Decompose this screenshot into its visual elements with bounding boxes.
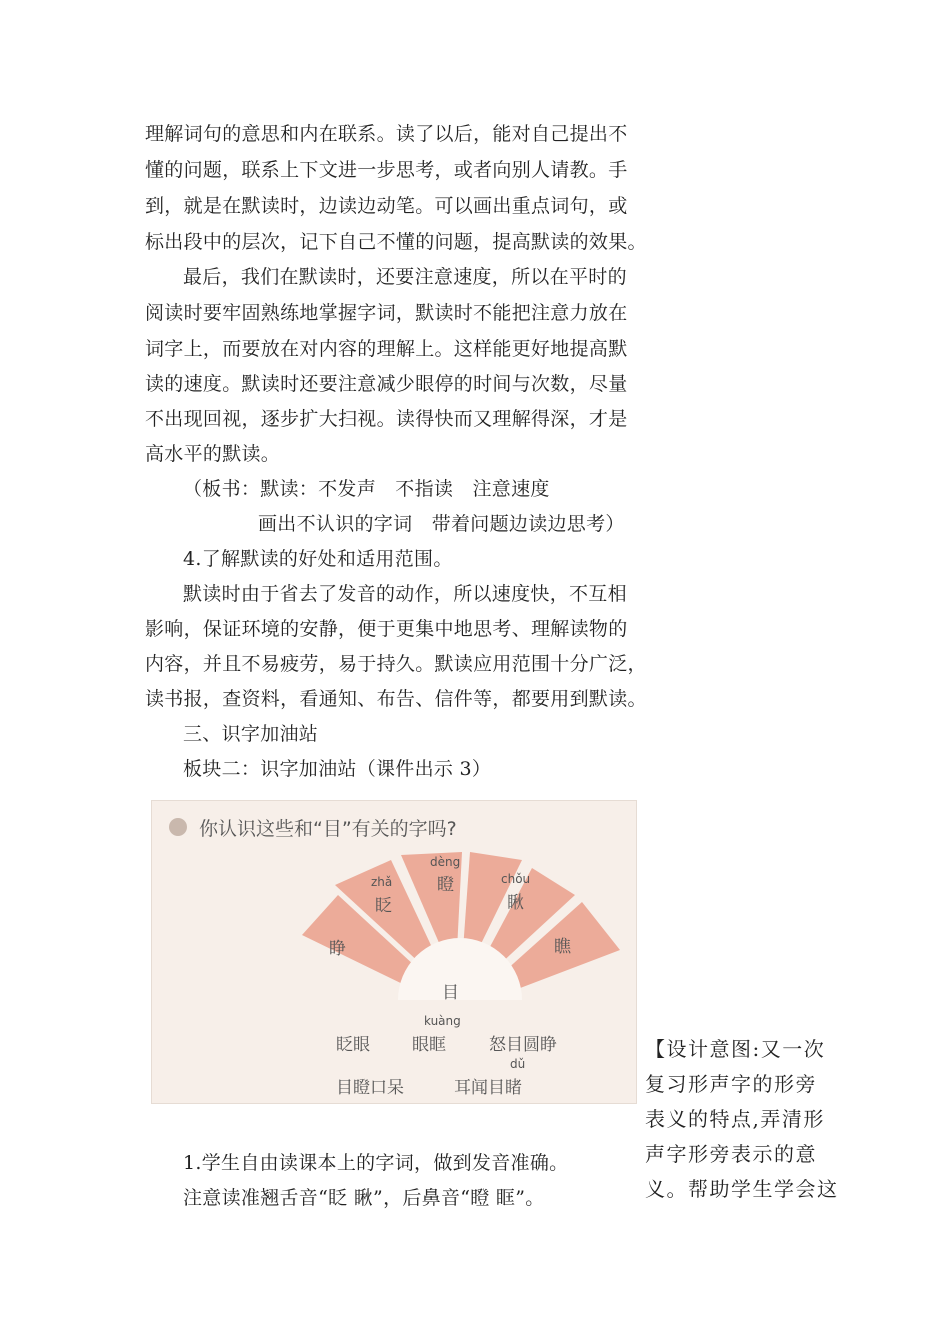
- paragraph-line: 词字上，而要放在对内容的理解上。这样能更好地提高默: [145, 338, 628, 360]
- figure-number-icon: [169, 818, 187, 836]
- fan-char: 瞪: [437, 875, 454, 895]
- figure-word: 眼眶: [412, 1035, 446, 1055]
- figure-word: 眨眼: [336, 1035, 370, 1055]
- paragraph-line: 不出现回视，逐步扩大扫视。读得快而又理解得深，才是: [145, 408, 628, 430]
- section-heading: 三、识字加油站: [183, 723, 319, 745]
- side-note-line: 声字形旁表示的意: [645, 1142, 817, 1166]
- fan-char: 睁: [329, 939, 346, 959]
- figure-word: 怒目圆睁: [489, 1035, 557, 1055]
- section-heading: 4.了解默读的好处和适用范围。: [183, 548, 453, 570]
- paragraph-line: 标出段中的层次，记下自己不懂的问题，提高默读的效果。: [145, 231, 647, 253]
- word-pinyin: dǔ: [510, 1057, 526, 1071]
- section-heading: 板块二：识字加油站（课件出示 3）: [183, 758, 492, 780]
- side-note-line: 义。帮助学生学会这: [645, 1177, 839, 1201]
- paragraph-line: 到，就是在默读时，边读边动笔。可以画出重点词句，或: [145, 195, 628, 217]
- fan-pinyin: chǒu: [501, 872, 531, 886]
- paragraph-line: 高水平的默读。: [145, 443, 281, 465]
- paragraph-line: 阅读时要牢固熟练地掌握字词，默读时不能把注意力放在: [145, 302, 628, 324]
- fan-pinyin: dèng: [430, 855, 461, 869]
- figure-title: 你认识这些和“目”有关的字吗?: [199, 818, 457, 840]
- paragraph-line: 懂的问题，联系上下文进一步思考，或者向别人请教。手: [145, 159, 628, 181]
- word-pinyin: kuàng: [424, 1014, 461, 1028]
- fan-char: 瞅: [507, 893, 524, 913]
- paragraph-line: 最后，我们在默读时，还要注意速度，所以在平时的: [183, 266, 627, 288]
- side-note-line: 复习形声字的形旁: [645, 1072, 817, 1096]
- fan-char: 眨: [375, 896, 392, 916]
- side-note-line: 表义的特点,弄清形: [645, 1107, 825, 1131]
- paragraph-line: 影响，保证环境的安静，便于更集中地思考、理解读物的: [145, 618, 628, 640]
- paragraph-line: 默读时由于省去了发音的动作，所以速度快，不互相: [183, 583, 627, 605]
- figure-word: 目瞪口呆: [336, 1078, 404, 1098]
- paragraph-line: 读的速度。默读时还要注意减少眼停的时间与次数，尽量: [145, 373, 628, 395]
- activity-step: 1.学生自由读课本上的字词，做到发音准确。: [183, 1152, 569, 1174]
- paragraph-line: 理解词句的意思和内在联系。读了以后，能对自己提出不: [145, 123, 628, 145]
- fan-char: 瞧: [554, 937, 571, 957]
- paragraph-line: 读书报，查资料，看通知、布告、信件等，都要用到默读。: [145, 688, 647, 710]
- activity-note: 注意读准翘舌音“眨 瞅”，后鼻音“瞪 眶”。: [183, 1187, 545, 1209]
- paragraph-line: 内容，并且不易疲劳，易于持久。默读应用范围十分广泛，: [145, 653, 647, 675]
- fan-pinyin: zhǎ: [371, 875, 393, 889]
- blackboard-line: （板书：默读：不发声 不指读 注意速度: [183, 478, 550, 500]
- figure-word: 耳闻目睹: [454, 1078, 522, 1098]
- blackboard-line: 画出不认识的字词 带着问题边读边思考）: [258, 513, 625, 535]
- fan-center-char: 目: [442, 983, 459, 1003]
- side-note-line: 【设计意图:又一次: [645, 1037, 826, 1061]
